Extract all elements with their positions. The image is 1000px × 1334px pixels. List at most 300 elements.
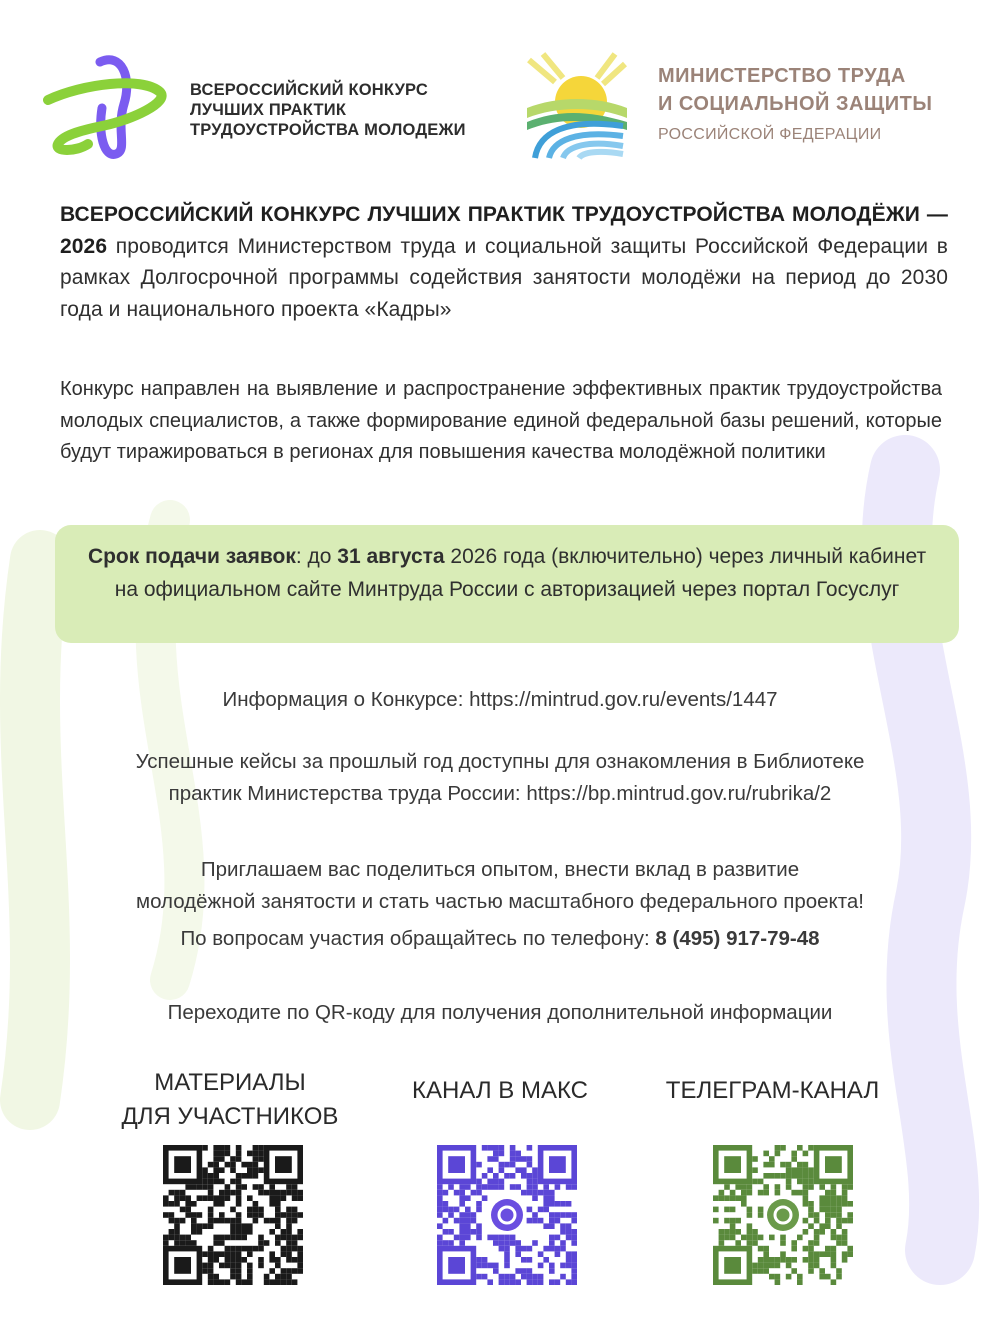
qr-finder-center (825, 1156, 842, 1173)
qr-module (814, 1218, 820, 1224)
qr-module (521, 1167, 527, 1173)
qr-module (225, 1279, 231, 1285)
qr-module (786, 1184, 792, 1190)
qr-module (791, 1190, 797, 1196)
qr-module (560, 1246, 566, 1252)
qr-module (747, 1240, 753, 1246)
max-logo-icon (491, 1199, 523, 1231)
qr-module (443, 1201, 449, 1207)
qr-module (247, 1263, 253, 1269)
qr-module (510, 1274, 516, 1280)
qr-module (185, 1212, 191, 1218)
qr-module (476, 1263, 482, 1269)
qr-module (791, 1173, 797, 1179)
qr-module (202, 1251, 208, 1257)
qr-intro-text: Переходите по QR-коду для получения дополнительной информации (167, 1001, 833, 1024)
qr-module (499, 1151, 505, 1157)
qr-module (465, 1229, 471, 1235)
qr-module (225, 1195, 231, 1201)
qr-module (719, 1240, 725, 1246)
qr-module (185, 1240, 191, 1246)
qr-module (758, 1257, 764, 1263)
qr-module (208, 1251, 214, 1257)
qr-module (437, 1235, 443, 1241)
qr-module (258, 1235, 264, 1241)
qr-module (236, 1235, 242, 1241)
qr-module (213, 1162, 219, 1168)
qr-module (527, 1173, 533, 1179)
qr-module (476, 1179, 482, 1185)
qr-code-materials[interactable] (163, 1145, 303, 1285)
qr-module (836, 1212, 842, 1218)
qr-module (236, 1212, 242, 1218)
qr-module (213, 1167, 219, 1173)
qr-module (842, 1195, 848, 1201)
qr-module (297, 1212, 303, 1218)
phone-label: По вопросам участия обращайтесь по телефону: (180, 927, 656, 950)
qr-module (730, 1207, 736, 1213)
qr-module (208, 1207, 214, 1213)
qr-module (532, 1190, 538, 1196)
qr-module (208, 1195, 214, 1201)
qr-module (241, 1246, 247, 1252)
qr-module (487, 1145, 493, 1151)
qr-module (487, 1179, 493, 1185)
qr-module (842, 1257, 848, 1263)
qr-module (297, 1263, 303, 1269)
qr-module (521, 1274, 527, 1280)
qr-module (571, 1274, 577, 1280)
qr-module (163, 1240, 169, 1246)
qr-module (560, 1240, 566, 1246)
qr-module (499, 1162, 505, 1168)
qr-module (225, 1190, 231, 1196)
qr-module (527, 1162, 533, 1168)
qr-module (292, 1212, 298, 1218)
qr-module (202, 1223, 208, 1229)
qr-module (241, 1229, 247, 1235)
qr-module (493, 1179, 499, 1185)
qr-title-line: ДЛЯ УЧАСТНИКОВ (121, 1103, 339, 1130)
qr-module (847, 1246, 853, 1252)
qr-module (465, 1235, 471, 1241)
qr-module (437, 1195, 443, 1201)
qr-module (571, 1212, 577, 1218)
qr-module (247, 1223, 253, 1229)
qr-module (465, 1207, 471, 1213)
qr-module (482, 1184, 488, 1190)
qr-module (803, 1162, 809, 1168)
qr-module (775, 1145, 781, 1151)
qr-finder-center (549, 1156, 566, 1173)
qr-module (724, 1218, 730, 1224)
qr-module (814, 1257, 820, 1263)
qr-module (786, 1162, 792, 1168)
qr-module (758, 1207, 764, 1213)
qr-module (724, 1229, 730, 1235)
qr-module (180, 1207, 186, 1213)
qr-module (504, 1274, 510, 1280)
intro-bold-title: ВСЕРОССИЙСКИЙ КОНКУРС ЛУЧШИХ ПРАКТИК ТРУДОУСТРОЙСТВА МОЛОДЁЖИ — 2026 (60, 203, 948, 258)
qr-module (191, 1223, 197, 1229)
qr-module (180, 1195, 186, 1201)
qr-module (847, 1251, 853, 1257)
qr-module (286, 1279, 292, 1285)
qr-finder-center (275, 1156, 292, 1173)
qr-module (213, 1257, 219, 1263)
qr-module (803, 1246, 809, 1252)
qr-module (741, 1184, 747, 1190)
qr-module (566, 1279, 572, 1285)
qr-module (247, 1207, 253, 1213)
qr-module (555, 1279, 561, 1285)
qr-module (437, 1201, 443, 1207)
qr-module (842, 1235, 848, 1241)
qr-module (719, 1235, 725, 1241)
qr-module (247, 1195, 253, 1201)
qr-module (527, 1179, 533, 1185)
qr-module (808, 1212, 814, 1218)
deadline-rest: 2026 года (включительно) через личный кабинет на официальном сайте Минтруда России с авторизацией через портал Госуслуг (114, 545, 927, 601)
ministry-name (658, 62, 978, 148)
qr-module (803, 1151, 809, 1157)
deadline-separator: : до (295, 545, 338, 568)
invite-paragraph (40, 854, 960, 918)
qr-module (236, 1279, 242, 1285)
qr-module (747, 1190, 753, 1196)
qr-module (208, 1212, 214, 1218)
qr-module (459, 1195, 465, 1201)
qr-module (202, 1167, 208, 1173)
qr-module (786, 1274, 792, 1280)
qr-module (275, 1195, 281, 1201)
qr-module (236, 1268, 242, 1274)
qr-module (808, 1201, 814, 1207)
qr-module (230, 1179, 236, 1185)
qr-module (236, 1274, 242, 1280)
qr-max-channel-title (370, 1074, 630, 1108)
qr-module (825, 1207, 831, 1213)
qr-module (180, 1240, 186, 1246)
qr-module (527, 1218, 533, 1224)
qr-module (281, 1246, 287, 1252)
qr-module (831, 1207, 837, 1213)
deadline-box (55, 525, 959, 643)
qr-module (213, 1145, 219, 1151)
qr-module (791, 1257, 797, 1263)
qr-module (275, 1190, 281, 1196)
qr-module (769, 1156, 775, 1162)
qr-module (253, 1167, 259, 1173)
qr-module (471, 1190, 477, 1196)
qr-module (758, 1268, 764, 1274)
qr-module (797, 1235, 803, 1241)
qr-module (803, 1195, 809, 1201)
qr-module (264, 1240, 270, 1246)
qr-module (286, 1246, 292, 1252)
qr-module (465, 1223, 471, 1229)
qr-module (202, 1268, 208, 1274)
qr-module (808, 1167, 814, 1173)
phone-number[interactable]: 8 (495) 917-79-48 (655, 927, 820, 950)
qr-module (459, 1240, 465, 1246)
qr-module (197, 1223, 203, 1229)
qr-module (543, 1207, 549, 1213)
qr-module (258, 1151, 264, 1157)
qr-module (836, 1195, 842, 1201)
qr-module (803, 1257, 809, 1263)
qr-module (163, 1235, 169, 1241)
qr-module (197, 1212, 203, 1218)
qr-module (847, 1184, 853, 1190)
qr-module (459, 1212, 465, 1218)
qr-module (752, 1263, 758, 1269)
qr-module (825, 1195, 831, 1201)
qr-module (281, 1251, 287, 1257)
contest-logo-icon (42, 48, 172, 168)
qr-module (515, 1184, 521, 1190)
qr-module (510, 1184, 516, 1190)
contest-title-line: ЛУЧШИХ ПРАКТИК (190, 101, 347, 119)
qr-module (543, 1195, 549, 1201)
qr-module (476, 1274, 482, 1280)
qr-module (286, 1274, 292, 1280)
qr-module (836, 1223, 842, 1229)
qr-module (213, 1279, 219, 1285)
qr-module (487, 1279, 493, 1285)
qr-module (808, 1246, 814, 1252)
qr-module (543, 1201, 549, 1207)
qr-module (247, 1162, 253, 1168)
qr-module (814, 1240, 820, 1246)
qr-module (825, 1274, 831, 1280)
qr-module (543, 1257, 549, 1263)
qr-module (241, 1162, 247, 1168)
qr-module (219, 1167, 225, 1173)
qr-module (819, 1223, 825, 1229)
qr-module (763, 1268, 769, 1274)
qr-module (713, 1195, 719, 1201)
qr-module (476, 1223, 482, 1229)
cases-link-line[interactable]: практик Министерства труда России: https://bp.mintrud.gov.ru/rubrika/2 (168, 782, 832, 805)
qr-module (269, 1190, 275, 1196)
qr-module (269, 1218, 275, 1224)
qr-module (493, 1240, 499, 1246)
deadline-text (75, 540, 939, 606)
qr-module (185, 1201, 191, 1207)
qr-module (213, 1156, 219, 1162)
qr-module (191, 1201, 197, 1207)
qr-title-line: ТЕЛЕГРАМ-КАНАЛ (665, 1077, 880, 1104)
qr-module (482, 1274, 488, 1280)
ministry-name-line: МИНИСТЕРСТВО ТРУДА (658, 65, 906, 87)
qr-module (269, 1279, 275, 1285)
qr-module (831, 1201, 837, 1207)
qr-finder-center (174, 1156, 191, 1173)
contest-title (190, 80, 510, 140)
qr-module (236, 1223, 242, 1229)
qr-module (269, 1201, 275, 1207)
qr-module (213, 1151, 219, 1157)
qr-module (258, 1257, 264, 1263)
qr-module (797, 1190, 803, 1196)
qr-module (454, 1190, 460, 1196)
qr-module (803, 1201, 809, 1207)
qr-module (174, 1240, 180, 1246)
qr-module (219, 1251, 225, 1257)
qr-module (532, 1279, 538, 1285)
qr-module (566, 1223, 572, 1229)
qr-module (713, 1207, 719, 1213)
qr-module (831, 1184, 837, 1190)
qr-module (808, 1179, 814, 1185)
qr-module (219, 1212, 225, 1218)
qr-module (510, 1162, 516, 1168)
qr-module (297, 1229, 303, 1235)
qr-module (185, 1195, 191, 1201)
qr-module (763, 1184, 769, 1190)
qr-module (169, 1229, 175, 1235)
qr-module (253, 1173, 259, 1179)
qr-module (831, 1251, 837, 1257)
qr-module (482, 1195, 488, 1201)
telegram-logo-icon (767, 1199, 799, 1231)
qr-module (482, 1173, 488, 1179)
qr-module (174, 1201, 180, 1207)
qr-module (758, 1263, 764, 1269)
qr-materials-title (100, 1066, 360, 1134)
qr-module (169, 1218, 175, 1224)
qr-module (842, 1201, 848, 1207)
qr-module (286, 1212, 292, 1218)
qr-module (504, 1263, 510, 1269)
qr-module (780, 1240, 786, 1246)
qr-module (275, 1212, 281, 1218)
qr-module (571, 1184, 577, 1190)
qr-module (819, 1207, 825, 1213)
qr-module (286, 1223, 292, 1229)
qr-module (281, 1229, 287, 1235)
qr-module (532, 1179, 538, 1185)
qr-module (236, 1173, 242, 1179)
qr-module (825, 1251, 831, 1257)
qr-module (443, 1190, 449, 1196)
qr-module (487, 1263, 493, 1269)
qr-module (532, 1184, 538, 1190)
qr-module (555, 1251, 561, 1257)
qr-module (719, 1190, 725, 1196)
qr-module (769, 1257, 775, 1263)
qr-module (819, 1229, 825, 1235)
qr-module (549, 1212, 555, 1218)
qr-module (560, 1201, 566, 1207)
qr-module (515, 1167, 521, 1173)
qr-module (825, 1212, 831, 1218)
qr-module (763, 1151, 769, 1157)
info-link-line[interactable]: Информация о Конкурсе: https://mintrud.gov.ru/events/1447 (222, 688, 778, 711)
qr-module (448, 1229, 454, 1235)
qr-module (174, 1218, 180, 1224)
qr-module (169, 1212, 175, 1218)
qr-module (465, 1184, 471, 1190)
qr-module (292, 1257, 298, 1263)
qr-module (747, 1207, 753, 1213)
qr-module (476, 1201, 482, 1207)
qr-module (219, 1156, 225, 1162)
qr-module (297, 1246, 303, 1252)
qr-module (735, 1184, 741, 1190)
qr-module (521, 1173, 527, 1179)
qr-module (527, 1274, 533, 1280)
qr-module (230, 1167, 236, 1173)
qr-module (219, 1190, 225, 1196)
qr-module (747, 1235, 753, 1241)
qr-module (297, 1235, 303, 1241)
qr-module (258, 1240, 264, 1246)
qr-module (510, 1156, 516, 1162)
qr-module (763, 1246, 769, 1252)
qr-module (780, 1251, 786, 1257)
qr-module (493, 1145, 499, 1151)
qr-module (836, 1274, 842, 1280)
qr-module (275, 1207, 281, 1213)
qr-module (180, 1190, 186, 1196)
qr-module (253, 1246, 259, 1252)
qr-module (286, 1235, 292, 1241)
qr-module (724, 1184, 730, 1190)
qr-module (275, 1279, 281, 1285)
qr-module (775, 1184, 781, 1190)
qr-module (264, 1190, 270, 1196)
qr-module (230, 1156, 236, 1162)
qr-module (443, 1229, 449, 1235)
qr-module (808, 1268, 814, 1274)
qr-module (814, 1229, 820, 1235)
qr-code-telegram[interactable] (713, 1145, 853, 1285)
qr-module (532, 1173, 538, 1179)
qr-module (566, 1212, 572, 1218)
qr-code-max-channel[interactable] (437, 1145, 577, 1285)
qr-module (571, 1240, 577, 1246)
qr-module (286, 1251, 292, 1257)
qr-module (730, 1235, 736, 1241)
qr-module (465, 1218, 471, 1224)
qr-module (197, 1229, 203, 1235)
qr-module (202, 1263, 208, 1269)
qr-module (532, 1167, 538, 1173)
qr-module (297, 1251, 303, 1257)
qr-module (281, 1279, 287, 1285)
qr-module (515, 1251, 521, 1257)
qr-module (437, 1240, 443, 1246)
qr-module (208, 1184, 214, 1190)
qr-module (258, 1156, 264, 1162)
qr-module (836, 1235, 842, 1241)
qr-module (763, 1173, 769, 1179)
qr-module (448, 1212, 454, 1218)
qr-module (775, 1257, 781, 1263)
qr-module (842, 1240, 848, 1246)
qr-module (752, 1156, 758, 1162)
qr-module (847, 1218, 853, 1224)
qr-module (808, 1173, 814, 1179)
cases-line: Успешные кейсы за прошлый год доступны для ознакомления в Библиотеке (135, 750, 865, 773)
qr-module (842, 1218, 848, 1224)
qr-module (174, 1229, 180, 1235)
qr-module (831, 1235, 837, 1241)
qr-module (225, 1184, 231, 1190)
qr-module (836, 1218, 842, 1224)
